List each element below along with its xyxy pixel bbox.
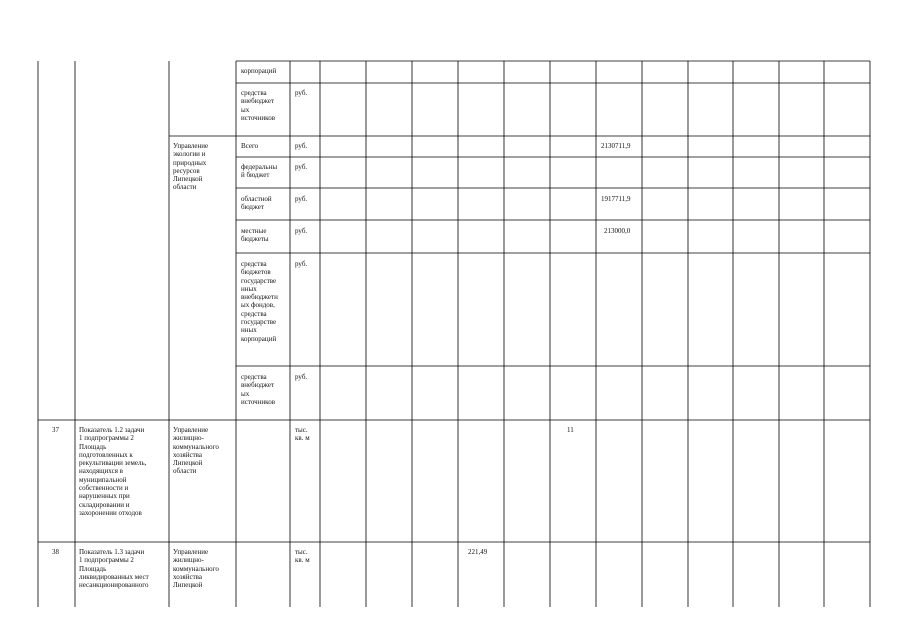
funding-source-cell: областной бюджет (241, 195, 272, 212)
row-number: 37 (52, 426, 59, 434)
funding-source-cell: средства бюджетов государстве нных внебюджетн ых фондов, средства государстве нных корпораций (241, 260, 278, 343)
executor-cell: Управление жилищно- коммунального хозяйства Липецкой области (173, 426, 219, 476)
funding-source-cell: средства внебюджет ых источников (241, 89, 276, 122)
value-cell: 1917711,9 (601, 195, 631, 203)
funding-source-cell: федеральны й бюджет (241, 163, 278, 180)
unit-cell: руб. (295, 89, 308, 97)
value-cell: 213000,0 (604, 227, 631, 235)
unit-cell: тыс. кв. м (295, 548, 310, 565)
executor-cell: Управление жилищно- коммунального хозяйства Липецкой (173, 548, 219, 590)
value-cell: 2130711,9 (601, 142, 631, 150)
indicator-cell: Показатель 1.2 задачи 1 подпрограммы 2 Площадь подготовленных к рекультивации земель, находящихся в муниципальной собственности и нарушенных при складировании и захоронении отходов (79, 426, 147, 517)
unit-cell: руб. (295, 227, 308, 235)
funding-source-cell: местные бюджеты (241, 227, 269, 244)
value-cell: 11 (567, 426, 574, 434)
value-cell: 221,49 (468, 548, 488, 556)
unit-cell: руб. (295, 373, 308, 381)
funding-source-cell: средства внебюджет ых источников (241, 373, 276, 406)
executor-cell: Управление экологии и природных ресурсов Липецкой области (173, 142, 209, 192)
unit-cell: руб. (295, 195, 308, 203)
unit-cell: руб. (295, 260, 308, 268)
indicator-cell: Показатель 1.3 задачи 1 подпрограммы 2 Площадь ликвидированных мест несанкционированного (79, 548, 149, 590)
unit-cell: руб. (295, 142, 308, 150)
unit-cell: тыс. кв. м (295, 426, 310, 443)
unit-cell: руб. (295, 163, 308, 171)
funding-source-cell: корпораций (241, 67, 277, 75)
row-number: 38 (52, 548, 59, 556)
funding-source-cell: Всего (241, 142, 259, 150)
